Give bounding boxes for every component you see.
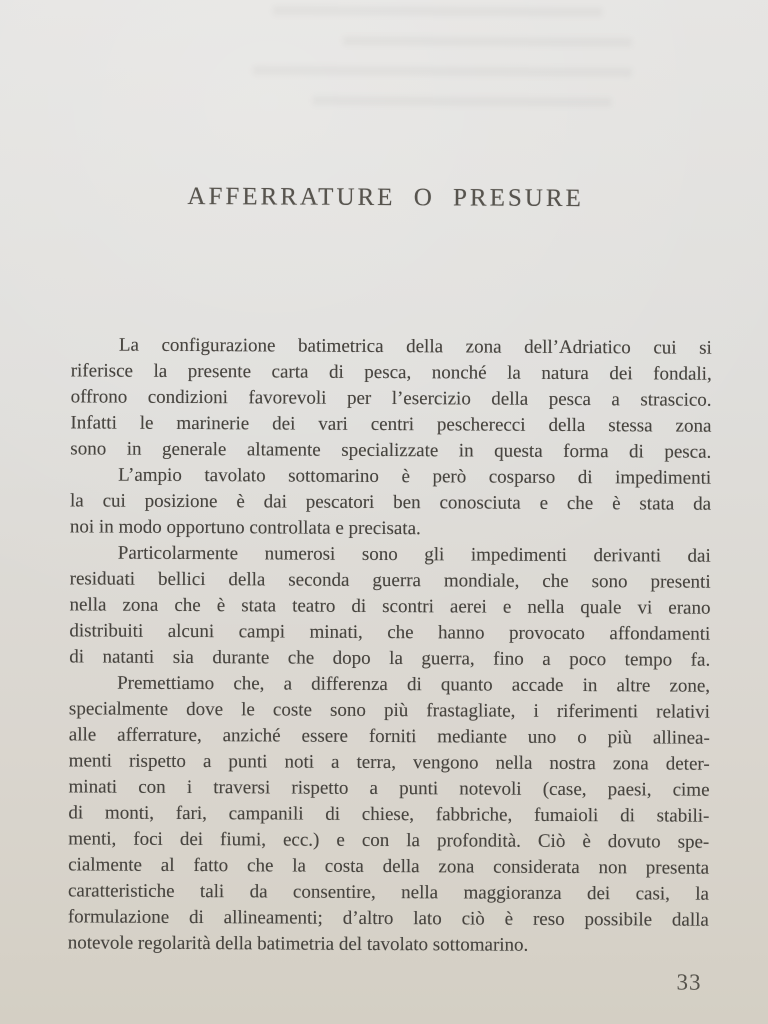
text-line: noi in modo opportuno controllata e precisata. (69, 516, 421, 540)
text-line: La configurazione batimetrica della zona dell’Adriatico cui si (118, 334, 712, 359)
text-line: alle afferrature, anziché essere forniti mediante uno o più allinea- (68, 724, 710, 749)
text-line: caratteristiche tali da consentire, nella maggioranza dei casi, la (67, 880, 710, 905)
text-line: distribuiti alcuni campi minati, che hanno provocato affondamenti (69, 620, 711, 645)
text-line: Infatti le marinerie dei vari centri pescherecci della stessa zona (70, 412, 712, 437)
text-line: Particolarmente numerosi sono gli impedimenti derivanti dai (117, 542, 711, 567)
chapter-title: AFFERRATURE O PRESURE (187, 182, 584, 213)
text-line: offrono condizioni favorevoli per l’esercizio della pesca a strascico. (70, 386, 712, 411)
paragraph (69, 540, 711, 673)
paragraph (70, 332, 712, 465)
reverse-side-showthrough (312, 96, 612, 108)
text-line: formulazione di allineamenti; d’altro lato ciò è reso possibile dalla (67, 906, 709, 931)
page-number: 33 (676, 969, 702, 995)
paragraph (68, 670, 710, 959)
text-line: L’ampio tavolato sottomarino è però cosparso di impedimenti (118, 464, 712, 489)
reverse-side-showthrough (273, 5, 603, 17)
text-line: di monti, fari, campanili di chiese, fabbriche, fumaioli di stabili- (68, 802, 710, 827)
text-line: Premettiamo che, a differenza di quanto accade in altre zone, (117, 672, 711, 697)
text-line: riferisce la presente carta di pesca, nonché la natura dei fondali, (70, 360, 712, 385)
text-line: residuati bellici della seconda guerra mondiale, che sono presenti (69, 568, 711, 593)
reverse-side-showthrough (342, 36, 632, 48)
text-line: minati con i traversi rispetto a punti notevoli (case, paesi, cime (68, 776, 710, 801)
text-block (68, 332, 712, 959)
text-line: specialmente dove le coste sono più frastagliate, i riferimenti relativi (68, 698, 711, 723)
text-line: nella zona che è stata teatro di scontri aerei e nella quale vi erano (69, 594, 711, 619)
text-line: la cui posizione è dai pescatori ben conosciuta e che è stata da (69, 490, 712, 515)
text-line: menti rispetto a punti noti a terra, vengono nella nostra zona deter- (68, 750, 710, 775)
text-line: notevole regolarità della batimetria del tavolato sottomarino. (67, 932, 529, 956)
text-line: di natanti sia durante che dopo la guerra, fino a poco tempo fa. (69, 646, 711, 671)
text-line: menti, foci dei fiumi, ecc.) e con la profondità. Ciò è dovuto spe- (68, 828, 710, 853)
paragraph (70, 462, 711, 543)
reverse-side-showthrough (252, 65, 632, 77)
text-line: cialmente al fatto che la costa della zona considerata non presenta (68, 854, 710, 879)
text-line: sono in generale altamente specializzate in questa forma di pesca. (70, 438, 712, 463)
